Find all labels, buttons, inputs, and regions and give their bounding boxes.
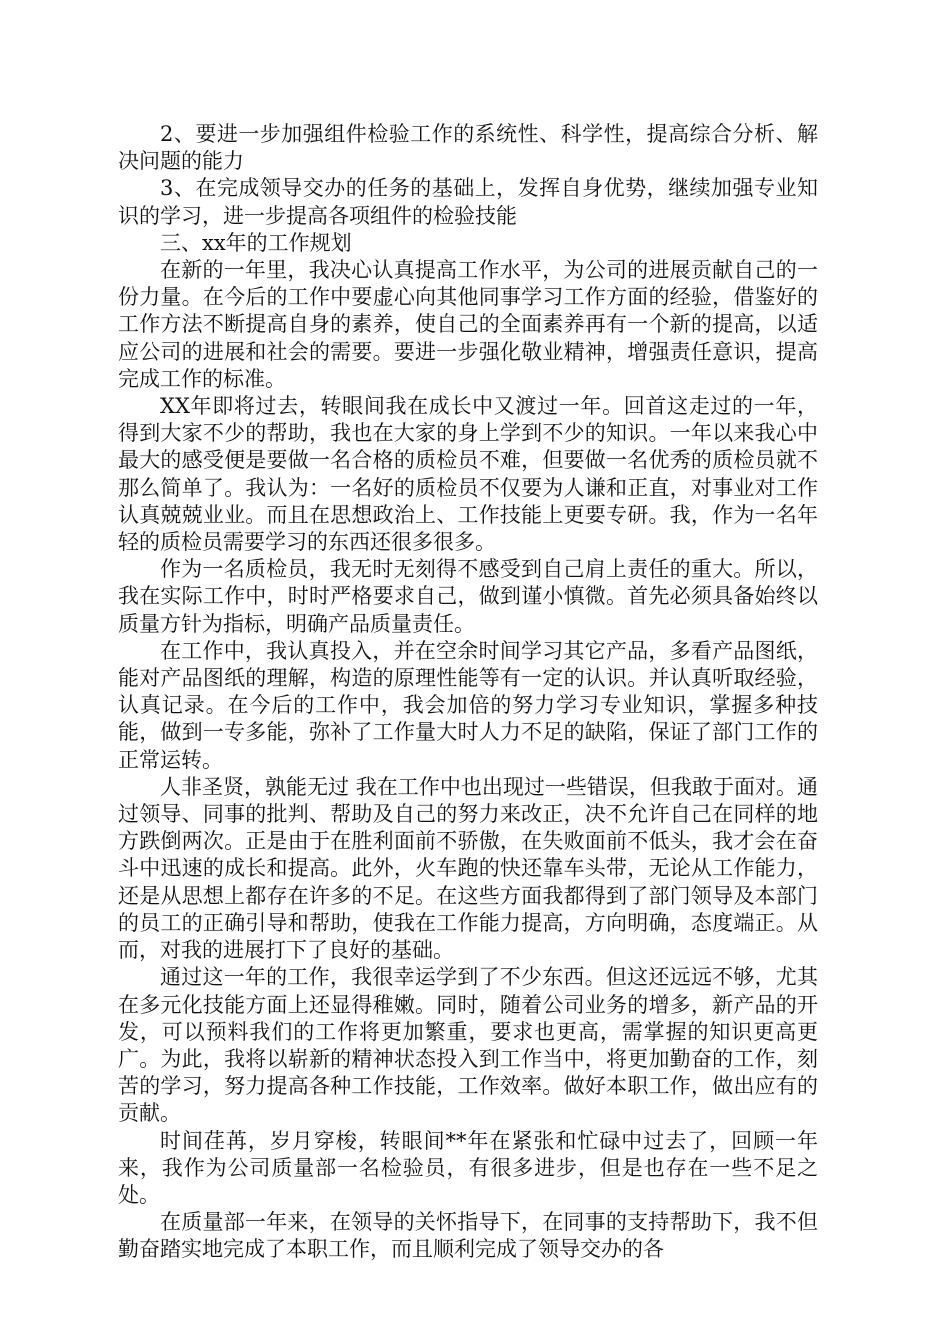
paragraph-year-review: XX年即将过去，转眼间我在成长中又渡过一年。回首这走过的一年，得到大家不少的帮助，我也在大家的身上学到不少的知识。一年以来我心中最大的感受便是要做一名合格的质检员不难，但要做一名优秀的质检员就不那么简单了。我认为：一名好的质检员不仅要为人谦和正直，对事业对工作认真兢兢业业。而且在思想政治上、工作技能上更要专研。我，作为一名年轻的质检员需要学习的东西还很多很多。 xyxy=(118,394,818,555)
paragraph-inspector-duty: 作为一名质检员，我无时无刻得不感受到自己肩上责任的重大。所以，我在实际工作中，时时严格要求自己，做到谨小慎微。首先必须具备始终以质量方针为指标，明确产品质量责任。 xyxy=(118,557,818,636)
paragraph-time-passes: 时间荏苒，岁月穿梭，转眼间**年在紧张和忙碌中过去了，回顾一年来，我作为公司质量部一名检验员，有很多进步，但是也存在一些不足之处。 xyxy=(118,1128,818,1207)
paragraph-mistakes: 人非圣贤，孰能无过 我在工作中也出现过一些错误，但我敢于面对。通过领导、同事的批判、帮助及自己的努力来改正，决不允许自己在同样的地方跌倒两次。正是由于在胜利面前不骄傲，在失败面前不低头，我才会在奋斗中迅速的成长和提高。此外，火车跑的快还靠车头带，无论从工作能力，还是从思想上都存在许多的不足。在这些方面我都得到了部门领导及本部门的员工的正确引导和帮助，使我在工作能力提高，方向明确，态度端正。从而，对我的进展打下了良好的基础。 xyxy=(118,774,818,963)
paragraph-new-year: 在新的一年里，我决心认真提高工作水平，为公司的进展贡献自己的一份力量。在今后的工作中要虚心向其他同事学习工作方面的经验，借鉴好的工作方法不断提高自身的素养，使自己的全面素养再有一个新的提高，以适应公司的进展和社会的需要。要进一步强化敬业精神，增强责任意识，提高完成工作的标准。 xyxy=(118,258,818,391)
paragraph-work-study: 在工作中，我认真投入，并在空余时间学习其它产品，多看产品图纸，能对产品图纸的理解，构造的原理性能等有一定的认识。并认真听取经验，认真记录。在今后的工作中，我会加倍的努力学习专业知识，掌握多种技能，做到一专多能，弥补了工作量大时人力不足的缺陷，保证了部门工作的正常运转。 xyxy=(118,638,818,772)
paragraph-quality-dept: 在质量部一年来，在领导的关怀指导下，在同事的支持帮助下，我不但勤奋踏实地完成了本职工作，而且顺利完成了领导交办的各 xyxy=(118,1210,818,1262)
document-body xyxy=(118,121,818,1264)
paragraph-improvement-2: 2、要进一步加强组件检验工作的系统性、科学性，提高综合分析、解决问题的能力 xyxy=(118,122,818,174)
section-heading-work-plan: 三、xx年的工作规划 xyxy=(160,230,352,255)
paragraph-lessons: 通过这一年的工作，我很幸运学到了不少东西。但这还远远不够，尤其在多元化技能方面上还显得稚嫩。同时，随着公司业务的增多，新产品的开发，可以预料我们的工作将更加繁重，要求也更高，需掌握的知识更高更广。为此，我将以崭新的精神状态投入到工作当中，将更加勤奋的工作，刻苦的学习，努力提高各种工作技能，工作效率。做好本职工作，做出应有的贡献。 xyxy=(118,965,818,1126)
paragraph-improvement-3: 3、在完成领导交办的任务的基础上，发挥自身优势，继续加强专业知识的学习，进一步提高各项组件的检验技能 xyxy=(118,176,818,228)
